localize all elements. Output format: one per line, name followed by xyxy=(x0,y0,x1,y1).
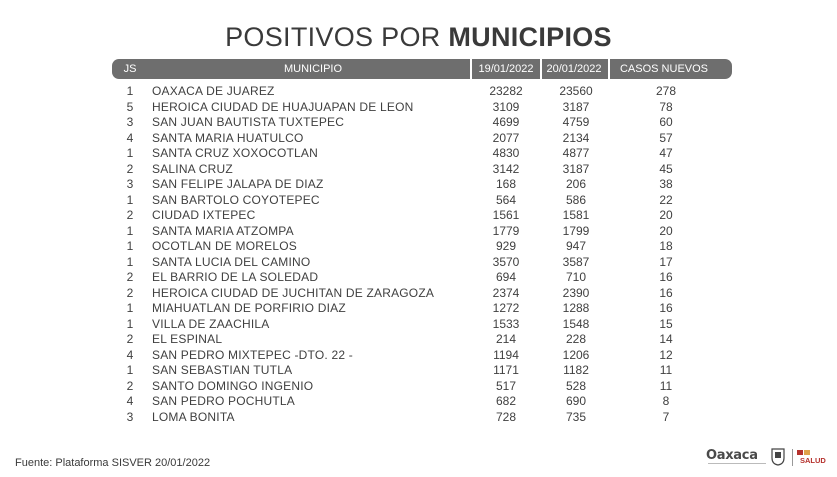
casos-nuevos-cell: 11 xyxy=(659,378,673,393)
municipio-cell: MIAHUATLAN DE PORFIRIO DIAZ xyxy=(152,301,346,315)
municipio-cell: SAN PEDRO POCHUTLA xyxy=(152,394,295,408)
page-title xyxy=(0,22,837,53)
js-cell: 1 xyxy=(126,239,134,253)
table-row xyxy=(112,208,732,224)
table-row xyxy=(112,317,732,333)
municipio-cell: EL ESPINAL xyxy=(152,332,223,346)
date2-cell: 528 xyxy=(565,378,587,393)
table-row xyxy=(112,115,732,131)
table-row xyxy=(112,410,732,426)
header-date2: 20/01/2022 xyxy=(540,59,610,79)
js-cell: 2 xyxy=(126,270,134,284)
municipio-cell: VILLA DE ZAACHILA xyxy=(152,316,270,331)
municipio-cell: LOMA BONITA xyxy=(152,409,235,424)
oaxaca-logo-underline xyxy=(708,463,766,467)
casos-nuevos-cell: 60 xyxy=(659,115,673,129)
oaxaca-logo: Oaxaca xyxy=(706,448,758,463)
casos-nuevos-cell: 16 xyxy=(659,285,673,300)
casos-nuevos-cell: 12 xyxy=(659,347,673,362)
municipio-cell: HEROICA CIUDAD DE HUAJUAPAN DE LEON xyxy=(152,99,414,114)
municipio-cell: SANTA MARIA HUATULCO xyxy=(152,130,304,145)
table-row xyxy=(112,193,732,209)
casos-nuevos-cell: 7 xyxy=(662,409,670,424)
date1-cell: 517 xyxy=(495,378,517,393)
title-light: POSITIVOS POR xyxy=(225,22,449,52)
municipio-cell: SAN BARTOLO COYOTEPEC xyxy=(152,192,320,207)
municipio-cell: HEROICA CIUDAD DE JUCHITAN DE ZARAGOZA xyxy=(152,285,435,300)
table-row xyxy=(112,255,732,271)
js-cell: 2 xyxy=(126,378,134,393)
casos-nuevos-cell: 78 xyxy=(659,99,673,114)
date2-cell: 228 xyxy=(565,332,587,346)
date1-cell: 1272 xyxy=(492,301,520,315)
date2-cell: 947 xyxy=(565,239,587,253)
municipio-cell: SAN PEDRO MIXTEPEC -DTO. 22 - xyxy=(152,347,353,362)
table-row xyxy=(112,332,732,348)
date2-cell: 1799 xyxy=(562,223,590,238)
date1-cell: 3142 xyxy=(492,161,520,176)
date2-cell: 3187 xyxy=(562,161,590,176)
date2-cell: 690 xyxy=(565,394,587,408)
casos-nuevos-cell: 14 xyxy=(659,332,673,346)
date1-cell: 3109 xyxy=(492,99,520,114)
footer-logos xyxy=(706,446,830,470)
source-note: Fuente: Plataforma SISVER 20/01/2022 xyxy=(15,457,211,469)
date2-cell: 586 xyxy=(565,192,587,207)
js-cell: 1 xyxy=(126,146,134,160)
date1-cell: 214 xyxy=(495,332,517,346)
date2-cell: 2390 xyxy=(562,285,590,300)
table-row xyxy=(112,162,732,178)
casos-nuevos-cell: 16 xyxy=(659,301,673,315)
date1-cell: 1533 xyxy=(492,316,520,331)
municipio-cell: OAXACA DE JUAREZ xyxy=(152,84,275,98)
municipio-cell: SANTO DOMINGO INGENIO xyxy=(152,378,314,393)
table-row xyxy=(112,131,732,147)
municipio-cell: SANTA MARIA ATZOMPA xyxy=(152,223,294,238)
js-cell: 4 xyxy=(126,394,134,408)
table-row xyxy=(112,379,732,395)
casos-nuevos-cell: 47 xyxy=(659,146,673,160)
casos-nuevos-cell: 57 xyxy=(659,130,673,145)
date2-cell: 1548 xyxy=(562,316,590,331)
js-cell: 1 xyxy=(126,363,134,377)
header-casos-nuevos: CASOS NUEVOS xyxy=(619,63,709,75)
js-cell: 3 xyxy=(126,409,134,424)
js-cell: 2 xyxy=(126,285,134,300)
table-body xyxy=(112,84,732,425)
table-row xyxy=(112,146,732,162)
date2-cell: 1206 xyxy=(562,347,590,362)
date2-cell: 3187 xyxy=(562,99,590,114)
municipio-cell: CIUDAD IXTEPEC xyxy=(152,208,256,222)
casos-nuevos-cell: 20 xyxy=(659,223,673,238)
date1-cell: 2077 xyxy=(492,130,520,145)
table-header xyxy=(112,59,732,79)
date2-cell: 4759 xyxy=(562,115,590,129)
municipio-cell: EL BARRIO DE LA SOLEDAD xyxy=(152,270,319,284)
table-row xyxy=(112,224,732,240)
date1-cell: 1561 xyxy=(492,208,520,222)
date1-cell: 728 xyxy=(495,409,517,424)
date2-cell: 3587 xyxy=(562,254,590,269)
date2-cell: 206 xyxy=(565,177,587,191)
casos-nuevos-cell: 18 xyxy=(659,239,673,253)
municipio-cell: SANTA LUCIA DEL CAMINO xyxy=(152,254,311,269)
table-row xyxy=(112,84,732,100)
state-seal-icon xyxy=(770,448,786,466)
js-cell: 4 xyxy=(126,130,134,145)
js-cell: 1 xyxy=(126,192,134,207)
table-row xyxy=(112,239,732,255)
table-row xyxy=(112,177,732,193)
date1-cell: 929 xyxy=(495,239,517,253)
js-cell: 2 xyxy=(126,332,134,346)
js-cell: 3 xyxy=(126,177,134,191)
date1-cell: 1171 xyxy=(493,363,519,377)
date2-cell: 1581 xyxy=(562,208,590,222)
table-row xyxy=(112,394,732,410)
date2-cell: 1182 xyxy=(563,363,589,377)
municipio-cell: OCOTLAN DE MORELOS xyxy=(152,239,297,253)
date2-cell: 23560 xyxy=(559,84,593,98)
header-municipio: MUNICIPIO xyxy=(283,63,343,75)
casos-nuevos-cell: 11 xyxy=(659,363,673,377)
js-cell: 1 xyxy=(126,254,134,269)
casos-nuevos-cell: 15 xyxy=(659,316,673,331)
js-cell: 1 xyxy=(126,223,134,238)
title-bold: MUNICIPIOS xyxy=(448,22,612,52)
header-js: JS xyxy=(123,63,137,75)
date2-cell: 710 xyxy=(565,270,587,284)
municipio-cell: SAN SEBASTIAN TUTLA xyxy=(152,363,293,377)
table-row xyxy=(112,270,732,286)
date1-cell: 4699 xyxy=(492,115,520,129)
date1-cell: 1194 xyxy=(493,347,519,362)
js-cell: 2 xyxy=(126,161,134,176)
js-cell: 1 xyxy=(126,301,134,315)
casos-nuevos-cell: 20 xyxy=(659,208,673,222)
casos-nuevos-cell: 16 xyxy=(659,270,673,284)
municipio-cell: SAN JUAN BAUTISTA TUXTEPEC xyxy=(152,115,345,129)
date2-cell: 735 xyxy=(565,409,587,424)
date2-cell: 2134 xyxy=(562,130,590,145)
js-cell: 3 xyxy=(126,115,134,129)
js-cell: 1 xyxy=(126,316,134,331)
municipio-cell: SANTA CRUZ XOXOCOTLAN xyxy=(152,146,319,160)
casos-nuevos-cell: 8 xyxy=(662,394,670,408)
casos-nuevos-cell: 278 xyxy=(655,84,677,98)
js-cell: 2 xyxy=(126,208,134,222)
date2-cell: 4877 xyxy=(562,146,590,160)
casos-nuevos-cell: 17 xyxy=(659,254,673,269)
date2-cell: 1288 xyxy=(562,301,590,315)
date1-cell: 1779 xyxy=(492,223,520,238)
municipio-cell: SALINA CRUZ xyxy=(152,161,233,176)
header-date1: 19/01/2022 xyxy=(470,59,542,79)
table-row xyxy=(112,363,732,379)
casos-nuevos-cell: 22 xyxy=(659,192,673,207)
casos-nuevos-cell: 38 xyxy=(659,177,673,191)
date1-cell: 4830 xyxy=(492,146,520,160)
js-cell: 4 xyxy=(126,347,134,362)
js-cell: 5 xyxy=(126,99,134,114)
table-row xyxy=(112,301,732,317)
table-row xyxy=(112,348,732,364)
casos-nuevos-cell: 45 xyxy=(659,161,673,176)
salud-logo-text: SALUD xyxy=(800,456,826,465)
js-cell: 1 xyxy=(126,84,134,98)
municipio-cell: SAN FELIPE JALAPA DE DIAZ xyxy=(152,177,324,191)
table-row xyxy=(112,100,732,116)
date1-cell: 694 xyxy=(495,270,517,284)
date1-cell: 2374 xyxy=(492,285,520,300)
date1-cell: 23282 xyxy=(489,84,523,98)
date1-cell: 168 xyxy=(495,177,517,191)
date1-cell: 682 xyxy=(495,394,517,408)
date1-cell: 3570 xyxy=(492,254,520,269)
table-row xyxy=(112,286,732,302)
date1-cell: 564 xyxy=(495,192,517,207)
logo-divider xyxy=(792,449,793,466)
